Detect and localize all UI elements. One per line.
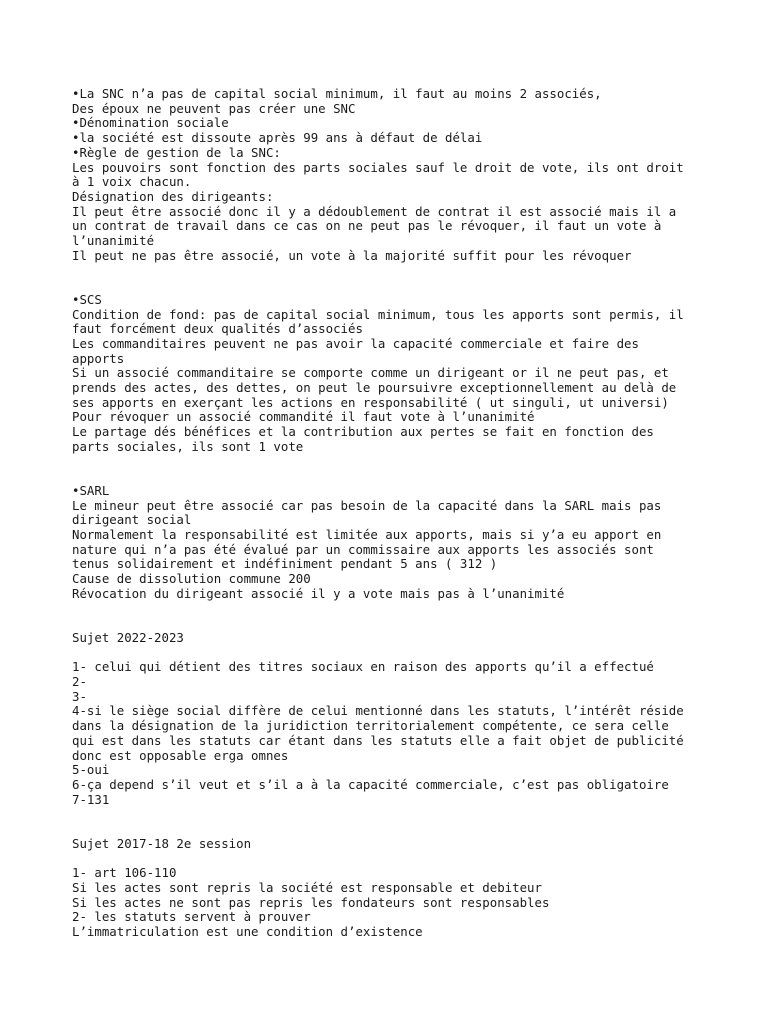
- text-line: 5-oui: [72, 762, 110, 778]
- text-line: 3-: [72, 688, 87, 704]
- text-line: •la société est dissoute après 99 ans à défaut de délai: [72, 130, 483, 146]
- text-line: Les pouvoirs sont fonction des parts sociales sauf le droit de vote, ils ont droit: [72, 159, 684, 175]
- text-line: Le partage dés bénéfices et la contribution aux pertes se fait en fonction des: [72, 424, 654, 440]
- text-line: Pour révoquer un associé commandité il faut vote à l’unanimité: [72, 409, 535, 425]
- document-page: [72, 87, 702, 940]
- text-line: 4-si le siège social diffère de celui mentionné dans les statuts, l’intérêt réside: [72, 703, 684, 719]
- blank-line: [72, 263, 702, 278]
- text-line: Les commanditaires peuvent ne pas avoir la capacité commerciale et faire des: [72, 335, 639, 351]
- text-line: 1- art 106-110: [72, 865, 177, 881]
- blank-line: [72, 822, 702, 837]
- text-line: faut forcément deux qualités d’associés: [72, 321, 363, 337]
- blank-line: [72, 455, 702, 470]
- blank-line: [72, 469, 702, 484]
- text-line: 6-ça depend s’il veut et s’il a à la capacité commerciale, c’est pas obligatoire: [72, 776, 669, 792]
- text-line: •SARL: [72, 482, 110, 498]
- text-line: l’unanimité: [72, 233, 155, 249]
- text-line: nature qui n’a pas été évalué par un commissaire aux apports les associés sont: [72, 541, 654, 557]
- blank-line: [72, 616, 702, 631]
- text-line: Le mineur peut être associé car pas besoin de la capacité dans la SARL mais pas: [72, 497, 662, 513]
- text-line: tenus solidairement et indéfiniment pendant 5 ans ( 312 ): [72, 556, 498, 572]
- text-line: 2-: [72, 674, 87, 690]
- text-line: prends des actes, des dettes, on peut le poursuivre exceptionnellement au delà de: [72, 380, 677, 396]
- blank-line: [72, 602, 702, 617]
- text-line: Sujet 2017-18 2e session: [72, 835, 252, 851]
- text-line: Révocation du dirigeant associé il y a vote mais pas à l’unanimité: [72, 585, 565, 601]
- text-line: Il peut être associé donc il y a dédoublement de contrat il est associé mais il a: [72, 203, 677, 219]
- text-line: Si un associé commanditaire se comporte comme un dirigeant or il ne peut pas, et: [72, 365, 669, 381]
- text-line: Si les actes sont repris la société est responsable et debiteur: [72, 879, 542, 895]
- text-line: apports: [72, 350, 125, 366]
- text-line: un contrat de travail dans ce cas on ne peut pas le révoquer, il faut un vote à: [72, 218, 662, 234]
- text-line: •La SNC n’a pas de capital social minimum, il faut au moins 2 associés,: [72, 86, 602, 101]
- text-line: Sujet 2022-2023: [72, 629, 184, 645]
- text-line: Désignation des dirigeants:: [72, 188, 274, 204]
- text-line: Si les actes ne sont pas repris les fondateurs sont responsables: [72, 894, 550, 910]
- text-line: 2- les statuts servent à prouver: [72, 909, 311, 925]
- text-line: dirigeant social: [72, 512, 192, 528]
- text-line: •Dénomination sociale: [72, 115, 229, 131]
- text-line: Des époux ne peuvent pas créer une SNC: [72, 100, 356, 116]
- text-line: à 1 voix chacun.: [72, 174, 192, 190]
- text-line: parts sociales, ils sont 1 vote: [72, 438, 304, 454]
- blank-line: [72, 851, 702, 866]
- blank-line: [72, 807, 702, 822]
- text-line: •SCS: [72, 291, 102, 307]
- text-line: dans la désignation de la juridiction territorialement compétente, ce sera celle: [72, 718, 669, 734]
- text-line: L’immatriculation est une condition d’existence: [72, 923, 423, 939]
- text-line: Il peut ne pas être associé, un vote à la majorité suffit pour les révoquer: [72, 247, 632, 263]
- text-line: ses apports en exerçant les actions en responsabilité ( ut singuli, ut universi): [72, 394, 669, 410]
- text-line: 1- celui qui détient des titres sociaux en raison des apports qu’il a effectué: [72, 659, 654, 675]
- text-line: •Règle de gestion de la SNC:: [72, 144, 281, 160]
- text-line: donc est opposable erga omnes: [72, 747, 289, 763]
- text-line: 7-131: [72, 791, 110, 807]
- text-line: qui est dans les statuts car étant dans les statuts elle a fait objet de publicité: [72, 732, 684, 748]
- text-line: Condition de fond: pas de capital social minimum, tous les apports sont permis, il: [72, 306, 684, 322]
- blank-line: [72, 646, 702, 661]
- text-line: Cause de dissolution commune 200: [72, 571, 311, 587]
- text-line: Normalement la responsabilité est limitée aux apports, mais si y’a eu apport en: [72, 527, 662, 543]
- blank-line: [72, 278, 702, 293]
